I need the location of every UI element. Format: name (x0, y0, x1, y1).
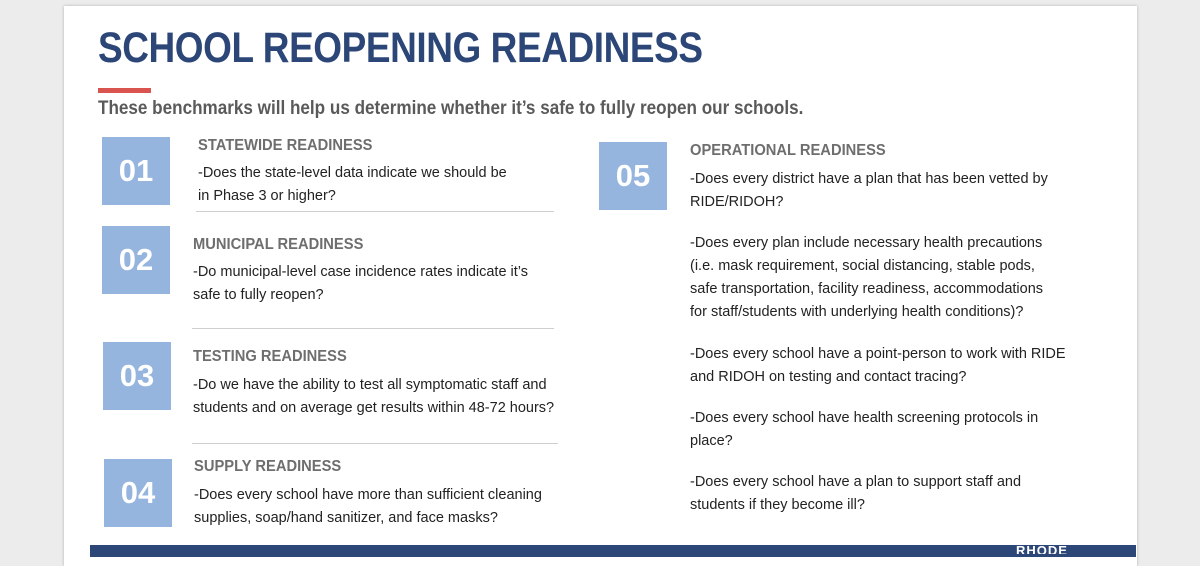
item-description (193, 261, 528, 307)
item-line: -Do municipal-level case incidence rates indicate it’s (193, 264, 529, 280)
item-line: -Does the state-level data indicate we should be (198, 165, 507, 181)
item-divider (192, 328, 554, 329)
item-title: TESTING READINESS (193, 348, 347, 365)
question-line: -Does every school have a point-person to work with RIDE (690, 346, 1066, 362)
item-description (194, 484, 542, 530)
footer-bar (90, 545, 1136, 557)
question-line: place? (690, 433, 733, 449)
item-line: safe to fully reopen? (193, 287, 324, 303)
question-line: for staff/students with underlying health conditions)? (690, 304, 1024, 320)
item-line: -Does every school have more than sufficient cleaning (194, 487, 542, 503)
question-line: RIDE/RIDOH? (690, 194, 784, 210)
operational-question (690, 471, 1090, 517)
item-title: MUNICIPAL READINESS (193, 236, 364, 253)
item-title: OPERATIONAL READINESS (690, 142, 886, 159)
operational-question (690, 232, 1090, 324)
item-divider (192, 443, 558, 444)
page-subtitle: These benchmarks will help us determine whether it’s safe to fully reopen our schools. (98, 98, 804, 119)
operational-question (690, 168, 1090, 214)
question-line: -Does every plan include necessary health precautions (690, 235, 1043, 251)
item-number-box: 01 (102, 137, 170, 205)
question-line: (i.e. mask requirement, social distancing, stable pods, (690, 258, 1035, 274)
footer-label: RHODE (1016, 545, 1068, 554)
item-number-box: 05 (599, 142, 667, 210)
question-line: -Does every district have a plan that has been vetted by (690, 171, 1048, 187)
item-number-box: 04 (104, 459, 172, 527)
item-description (198, 162, 507, 208)
title-accent-rule (98, 88, 151, 93)
operational-question (690, 343, 1090, 389)
question-line: safe transportation, facility readiness, accommodations (690, 281, 1044, 297)
page-title: SCHOOL REOPENING READINESS (98, 24, 703, 72)
question-line: -Does every school have a plan to support staff and (690, 474, 1022, 490)
item-line: students and on average get results within 48-72 hours? (193, 400, 555, 416)
item-description (193, 374, 554, 420)
item-title: STATEWIDE READINESS (198, 137, 373, 154)
item-title: SUPPLY READINESS (194, 458, 342, 475)
item-number-box: 02 (102, 226, 170, 294)
question-line: and RIDOH on testing and contact tracing? (690, 369, 967, 385)
item-divider (196, 211, 554, 212)
operational-question (690, 407, 1090, 453)
item-line: -Do we have the ability to test all symptomatic staff and (193, 377, 547, 393)
question-line: -Does every school have health screening protocols in (690, 410, 1039, 426)
item-line: in Phase 3 or higher? (198, 188, 336, 204)
item-number-box: 03 (103, 342, 171, 410)
item-line: supplies, soap/hand sanitizer, and face masks? (194, 510, 498, 526)
question-line: students if they become ill? (690, 497, 865, 513)
